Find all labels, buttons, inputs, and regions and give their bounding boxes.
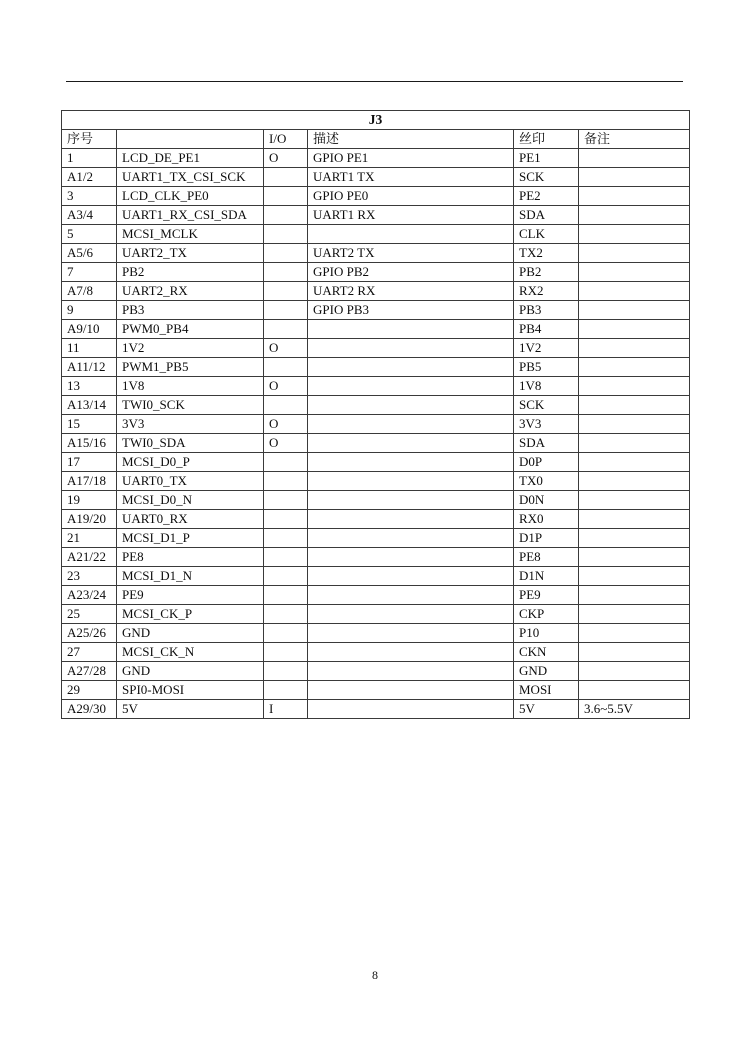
table-cell: GPIO PB2 — [308, 263, 514, 282]
table-cell: RX2 — [514, 282, 579, 301]
table-cell — [308, 339, 514, 358]
column-header-remark: 备注 — [579, 130, 690, 149]
table-cell — [579, 244, 690, 263]
table-cell: A9/10 — [62, 320, 117, 339]
table-row — [62, 586, 690, 605]
table-cell: 7 — [62, 263, 117, 282]
table-cell — [264, 301, 308, 320]
table-cell: LCD_DE_PE1 — [117, 149, 264, 168]
table-cell: 25 — [62, 605, 117, 624]
table-cell — [579, 434, 690, 453]
table-cell: MCSI_D0_P — [117, 453, 264, 472]
table-cell — [579, 263, 690, 282]
table-cell: UART0_TX — [117, 472, 264, 491]
table-cell — [308, 320, 514, 339]
table-cell — [579, 187, 690, 206]
table-cell: 13 — [62, 377, 117, 396]
table-cell: TX2 — [514, 244, 579, 263]
table-cell: PB2 — [117, 263, 264, 282]
table-cell: 1V8 — [117, 377, 264, 396]
table-cell — [579, 225, 690, 244]
table-cell — [308, 681, 514, 700]
table-cell — [308, 643, 514, 662]
table-row — [62, 700, 690, 719]
table-cell: SDA — [514, 206, 579, 225]
table-cell — [579, 662, 690, 681]
table-row — [62, 529, 690, 548]
table-cell: A11/12 — [62, 358, 117, 377]
table-cell: 3V3 — [117, 415, 264, 434]
table-cell — [579, 453, 690, 472]
table-cell: 3.6~5.5V — [579, 700, 690, 719]
table-cell: O — [264, 434, 308, 453]
table-row — [62, 244, 690, 263]
table-cell — [579, 510, 690, 529]
table-cell: D0N — [514, 491, 579, 510]
table-cell: MCSI_CK_N — [117, 643, 264, 662]
table-cell — [579, 586, 690, 605]
table-cell — [579, 358, 690, 377]
table-cell — [308, 700, 514, 719]
table-row — [62, 320, 690, 339]
table-cell: MOSI — [514, 681, 579, 700]
table-cell — [308, 396, 514, 415]
table-cell: PB3 — [514, 301, 579, 320]
table-cell — [308, 662, 514, 681]
table-cell: P10 — [514, 624, 579, 643]
table-cell: GPIO PB3 — [308, 301, 514, 320]
table-cell: LCD_CLK_PE0 — [117, 187, 264, 206]
table-cell — [264, 225, 308, 244]
table-cell: CKP — [514, 605, 579, 624]
table-row — [62, 681, 690, 700]
table-row — [62, 263, 690, 282]
table-row — [62, 548, 690, 567]
table-row — [62, 491, 690, 510]
table-cell — [264, 206, 308, 225]
table-cell: MCSI_D1_P — [117, 529, 264, 548]
table-cell: UART2 RX — [308, 282, 514, 301]
table-cell: MCSI_CK_P — [117, 605, 264, 624]
table-row — [62, 377, 690, 396]
table-cell — [264, 358, 308, 377]
table-title: J3 — [62, 111, 690, 130]
table-cell — [264, 586, 308, 605]
table-cell — [579, 567, 690, 586]
table-body — [62, 149, 690, 719]
table-cell — [308, 605, 514, 624]
table-cell: A7/8 — [62, 282, 117, 301]
table-cell — [308, 586, 514, 605]
table-cell — [264, 643, 308, 662]
table-cell: A27/28 — [62, 662, 117, 681]
table-cell — [264, 510, 308, 529]
table-cell: PE9 — [514, 586, 579, 605]
table-row — [62, 624, 690, 643]
table-cell — [308, 225, 514, 244]
table-row — [62, 472, 690, 491]
table-cell — [579, 548, 690, 567]
table-row — [62, 662, 690, 681]
table-cell — [579, 605, 690, 624]
table-row — [62, 567, 690, 586]
table-cell: 3 — [62, 187, 117, 206]
table-cell: A29/30 — [62, 700, 117, 719]
table-cell: PE9 — [117, 586, 264, 605]
table-cell: 5 — [62, 225, 117, 244]
table-cell — [264, 605, 308, 624]
table-cell: GND — [117, 662, 264, 681]
table-row — [62, 396, 690, 415]
table-row — [62, 301, 690, 320]
table-cell: A13/14 — [62, 396, 117, 415]
table-cell: GPIO PE0 — [308, 187, 514, 206]
table-cell: UART2 TX — [308, 244, 514, 263]
column-header-silkscreen: 丝印 — [514, 130, 579, 149]
table-title-row — [62, 111, 690, 130]
table-cell: 1 — [62, 149, 117, 168]
table-cell: A1/2 — [62, 168, 117, 187]
table-cell — [308, 548, 514, 567]
table-cell: UART2_TX — [117, 244, 264, 263]
table-cell: A5/6 — [62, 244, 117, 263]
table-row — [62, 453, 690, 472]
table-cell: GND — [514, 662, 579, 681]
table-cell — [579, 282, 690, 301]
table-cell: 19 — [62, 491, 117, 510]
table-cell: D1N — [514, 567, 579, 586]
table-cell: UART1_TX_CSI_SCK — [117, 168, 264, 187]
table-cell: PB4 — [514, 320, 579, 339]
table-cell: 11 — [62, 339, 117, 358]
table-cell: MCSI_D1_N — [117, 567, 264, 586]
table-cell — [308, 358, 514, 377]
table-cell — [579, 168, 690, 187]
table-row — [62, 643, 690, 662]
table-cell: UART2_RX — [117, 282, 264, 301]
table-cell: GPIO PE1 — [308, 149, 514, 168]
table-cell: 5V — [514, 700, 579, 719]
table-cell: PB2 — [514, 263, 579, 282]
table-cell — [308, 567, 514, 586]
table-cell — [579, 491, 690, 510]
table-cell: SPI0-MOSI — [117, 681, 264, 700]
table-cell — [308, 472, 514, 491]
table-cell — [579, 206, 690, 225]
table-cell — [308, 434, 514, 453]
table-cell: 21 — [62, 529, 117, 548]
table-cell — [308, 510, 514, 529]
table-cell: 5V — [117, 700, 264, 719]
table-cell: 1V8 — [514, 377, 579, 396]
table-row — [62, 168, 690, 187]
table-cell: SCK — [514, 396, 579, 415]
table-cell — [264, 396, 308, 415]
table-cell — [308, 415, 514, 434]
table-cell — [579, 320, 690, 339]
table-cell — [579, 472, 690, 491]
table-cell — [308, 377, 514, 396]
table-cell: SDA — [514, 434, 579, 453]
table-cell: CKN — [514, 643, 579, 662]
table-cell — [308, 624, 514, 643]
table-cell — [264, 187, 308, 206]
table-cell — [264, 453, 308, 472]
table-cell: PE8 — [117, 548, 264, 567]
table-cell: A17/18 — [62, 472, 117, 491]
table-cell: TWI0_SCK — [117, 396, 264, 415]
table-cell — [579, 415, 690, 434]
table-row — [62, 282, 690, 301]
table-cell: PWM0_PB4 — [117, 320, 264, 339]
table-cell: O — [264, 377, 308, 396]
table-cell: 1V2 — [117, 339, 264, 358]
table-cell: A19/20 — [62, 510, 117, 529]
table-cell: MCSI_D0_N — [117, 491, 264, 510]
table-cell: PB5 — [514, 358, 579, 377]
table-cell — [308, 453, 514, 472]
table-cell — [264, 662, 308, 681]
table-row — [62, 206, 690, 225]
table-cell: 23 — [62, 567, 117, 586]
table-cell — [579, 681, 690, 700]
table-cell: PB3 — [117, 301, 264, 320]
table-cell: TWI0_SDA — [117, 434, 264, 453]
table-cell: 15 — [62, 415, 117, 434]
table-cell — [264, 529, 308, 548]
table-row — [62, 149, 690, 168]
page-number: 8 — [372, 968, 378, 982]
table-cell: PE1 — [514, 149, 579, 168]
column-header-description: 描述 — [308, 130, 514, 149]
table-cell: O — [264, 415, 308, 434]
table-cell — [579, 377, 690, 396]
table-cell: UART1 TX — [308, 168, 514, 187]
table-cell — [264, 263, 308, 282]
table-cell: 9 — [62, 301, 117, 320]
table-cell: 29 — [62, 681, 117, 700]
table-cell — [308, 491, 514, 510]
table-row — [62, 605, 690, 624]
table-row — [62, 434, 690, 453]
table-cell: PWM1_PB5 — [117, 358, 264, 377]
table-cell: MCSI_MCLK — [117, 225, 264, 244]
table-cell: A25/26 — [62, 624, 117, 643]
table-cell — [264, 244, 308, 263]
column-header-io: I/O — [264, 130, 308, 149]
table-cell: UART1 RX — [308, 206, 514, 225]
table-cell: I — [264, 700, 308, 719]
table-cell: CLK — [514, 225, 579, 244]
table-cell — [264, 491, 308, 510]
header-rule — [66, 81, 683, 82]
table-row — [62, 187, 690, 206]
table-cell — [264, 681, 308, 700]
table-cell: A21/22 — [62, 548, 117, 567]
table-cell: 3V3 — [514, 415, 579, 434]
table-cell: PE8 — [514, 548, 579, 567]
table-cell: A3/4 — [62, 206, 117, 225]
table-row — [62, 358, 690, 377]
table-cell — [579, 149, 690, 168]
table-cell — [264, 168, 308, 187]
table-cell: UART0_RX — [117, 510, 264, 529]
table-cell — [264, 472, 308, 491]
table-row — [62, 415, 690, 434]
table-cell — [579, 301, 690, 320]
table-cell: SCK — [514, 168, 579, 187]
table-cell — [579, 529, 690, 548]
table-cell: GND — [117, 624, 264, 643]
table-row — [62, 339, 690, 358]
table-cell — [579, 339, 690, 358]
table-cell: 1V2 — [514, 339, 579, 358]
table-cell: D1P — [514, 529, 579, 548]
table-cell — [579, 624, 690, 643]
table-cell: PE2 — [514, 187, 579, 206]
table-cell — [264, 548, 308, 567]
table-cell — [308, 529, 514, 548]
table-cell — [579, 396, 690, 415]
column-header-index: 序号 — [62, 130, 117, 149]
table-cell — [264, 624, 308, 643]
table-header-row — [62, 130, 690, 149]
table-cell: RX0 — [514, 510, 579, 529]
table-cell — [579, 643, 690, 662]
table-cell — [264, 282, 308, 301]
j3-pinout-table — [61, 110, 690, 719]
table-cell: D0P — [514, 453, 579, 472]
table-cell: O — [264, 339, 308, 358]
table-cell: A23/24 — [62, 586, 117, 605]
column-header-signal — [117, 130, 264, 149]
table-cell: 17 — [62, 453, 117, 472]
table-cell: A15/16 — [62, 434, 117, 453]
table-cell: O — [264, 149, 308, 168]
table-row — [62, 510, 690, 529]
table-cell — [264, 567, 308, 586]
table-cell — [264, 320, 308, 339]
table-cell: UART1_RX_CSI_SDA — [117, 206, 264, 225]
table-cell: TX0 — [514, 472, 579, 491]
table-row — [62, 225, 690, 244]
table-cell: 27 — [62, 643, 117, 662]
